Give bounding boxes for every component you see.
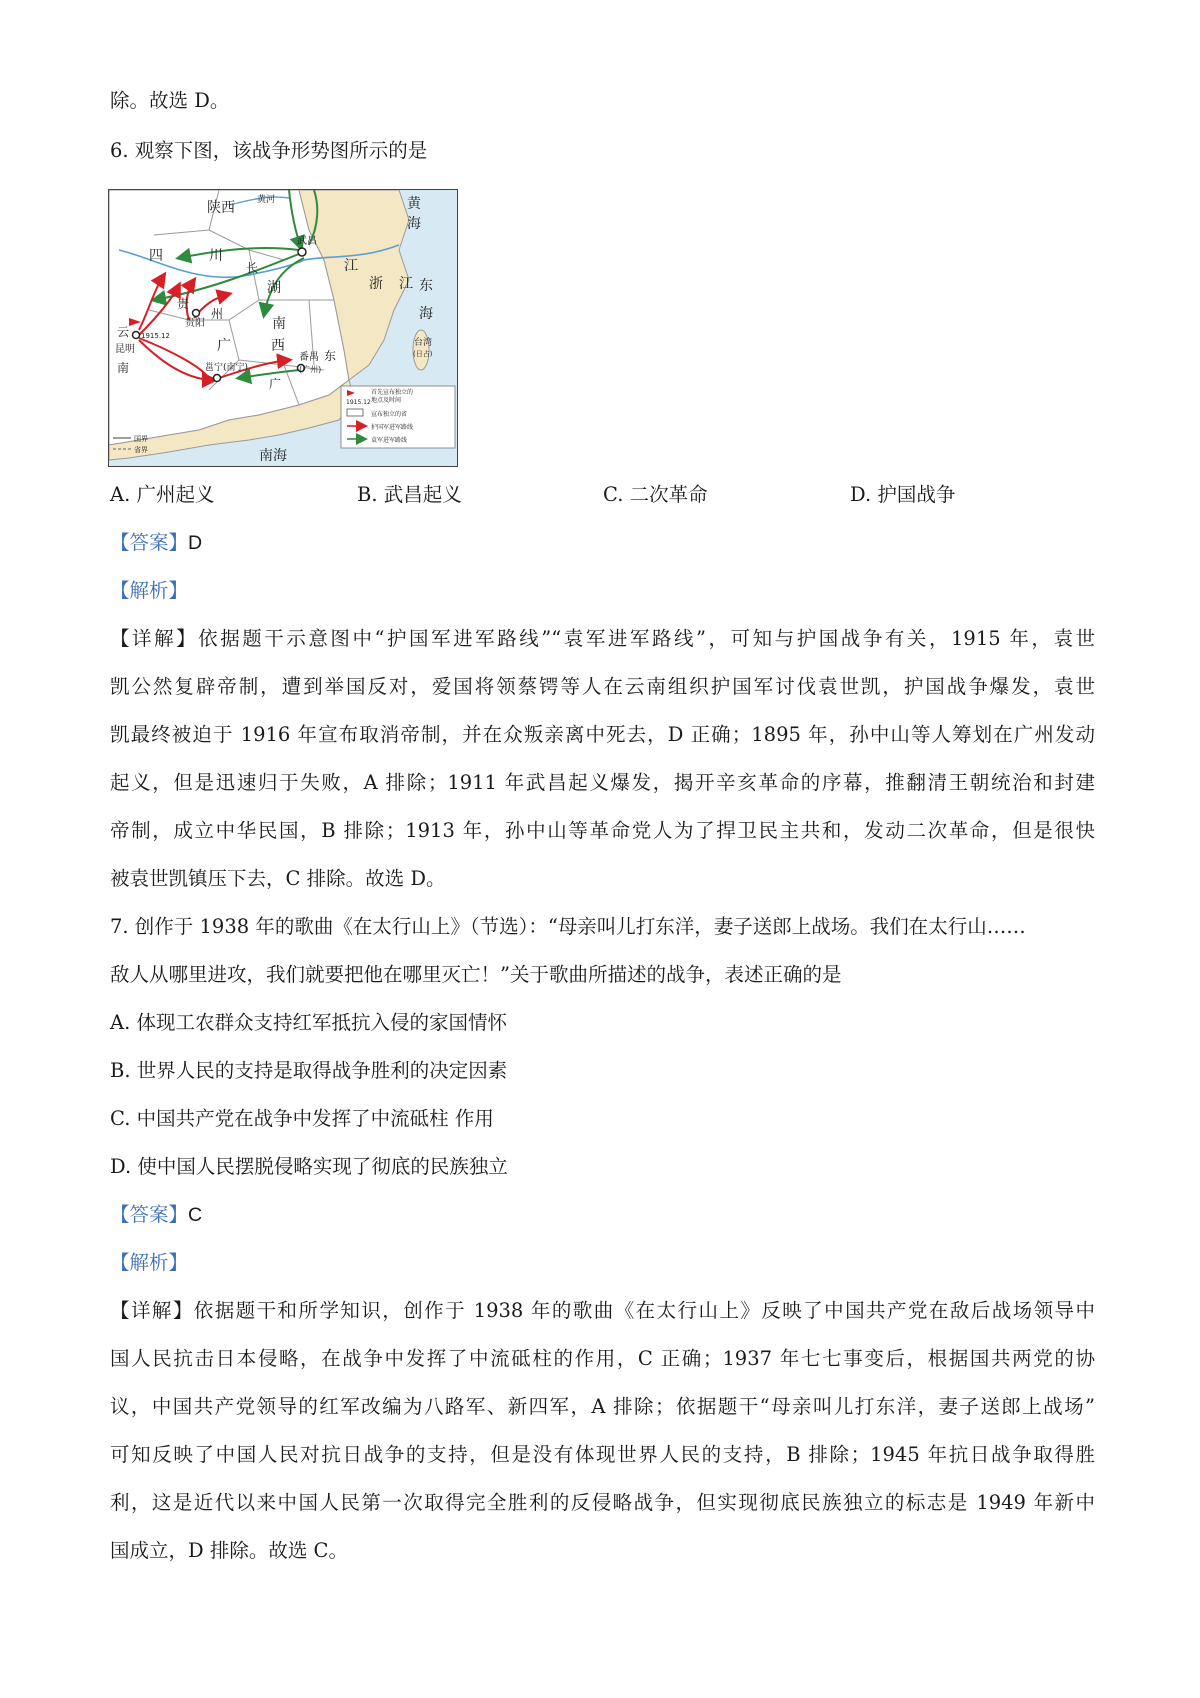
- explanation-line: 凯最终被迫于 1916 年宣布取消帝制，并在众叛亲离中死去，D 正确；1895 年，孙中山等人筹划在广州发动: [110, 723, 1095, 746]
- analysis-tag: 【解析】: [110, 1251, 189, 1274]
- map-label: 云: [117, 325, 130, 339]
- answer-tag: 【答案】: [110, 531, 189, 554]
- map-label: 昆明: [115, 344, 135, 355]
- explanation-line: 【详解】依据题干示意图中“护国军进军路线”“袁军进军路线”，可知与护国战争有关，1915 年，袁世: [110, 627, 1095, 650]
- option-c: C. 二次革命: [603, 483, 708, 506]
- map-label: 南: [117, 361, 130, 375]
- explanation-line: 国人民抗击日本侵略，在战争中发挥了中流砥柱的作用，C 正确；1937 年七七事变后，根据国共两党的协: [110, 1347, 1095, 1370]
- explanation-line: 被袁世凯镇压下去，C 排除。故选 D。: [110, 867, 446, 890]
- map-legend-text: 宣布独立的省: [371, 411, 408, 418]
- explanation-line: 【详解】依据题干和所学知识，创作于 1938 年的歌曲《在太行山上》反映了中国共产党在敌后战场领导中: [110, 1299, 1095, 1322]
- map-label: 海: [419, 306, 433, 322]
- guiyang-marker: [193, 310, 200, 317]
- map-label: 贵阳: [185, 318, 205, 329]
- map-label: 邕宁(南宁): [205, 363, 249, 373]
- map-label: 西: [271, 338, 285, 354]
- map-label: 四: [149, 248, 163, 264]
- explanation-line: 可知反映了中国人民对抗日战争的支持，但是没有体现世界人民的支持，B 排除；1945 年抗日战争取得胜: [110, 1443, 1095, 1466]
- explanation-line: 起义，但是迅速归于失败，A 排除；1911 年武昌起义爆发，揭开辛亥革命的序幕，推翻清王朝统治和封建: [110, 771, 1095, 794]
- map-label: 广: [217, 338, 231, 354]
- kunming-marker: [133, 332, 140, 339]
- question-7-stem: 7. 创作于 1938 年的歌曲《在太行山上》（节选）：“母亲叫儿打东洋，妻子送郎上战场。我们在太行山……: [110, 915, 1026, 938]
- wuchang-marker: [298, 248, 306, 256]
- map-label: 广: [269, 377, 282, 391]
- question-7-stem: 敌人从哪里进攻，我们就要把他在哪里灭亡！”关于歌曲所描述的战争，表述正确的是: [110, 963, 842, 986]
- map-label: 东: [324, 349, 337, 363]
- map-legend-text: 1915.12: [346, 399, 371, 406]
- explanation-line: 帝制，成立中华民国，B 排除；1913 年，孙中山等革命党人为了捍卫民主共和，发动二次革命，但是很快: [110, 819, 1095, 842]
- option-d: D. 护国战争: [850, 483, 956, 506]
- map-label: 1915.12: [141, 332, 170, 340]
- explanation-line: 国成立，D 排除。故选 C。: [110, 1539, 348, 1562]
- map-label: 川: [209, 248, 223, 264]
- map-label: 黄: [407, 196, 421, 212]
- map-legend-text: 首先宣布独立的: [371, 389, 414, 396]
- map-label: 陕西: [207, 200, 235, 216]
- yongning-marker: [214, 375, 221, 382]
- map-label: 浙: [369, 276, 383, 292]
- map-label: 江: [344, 258, 358, 274]
- option-c: C. 中国共产党在战争中发挥了中流砥柱 作用: [110, 1107, 494, 1130]
- map-label: (广州): [299, 365, 322, 374]
- map-legend-text: 地点及时间: [371, 397, 402, 404]
- question-6-stem: 6. 观察下图，该战争形势图所示的是: [110, 139, 428, 162]
- analysis-tag: 【解析】: [110, 579, 189, 602]
- map-legend-text: 省界: [134, 446, 148, 454]
- map-label: 台湾: [414, 338, 433, 348]
- map-legend-text: 护国军进军路线: [371, 424, 414, 431]
- map-label: 海: [407, 216, 421, 232]
- map-legend-text: 国界: [134, 435, 148, 443]
- explanation-line: 利，这是近代以来中国人民第一次取得完全胜利的反侵略战争，但实现彻底民族独立的标志是 1949 年新中: [110, 1491, 1095, 1514]
- explanation-line: 凯公然复辟帝制，遭到举国反对，爱国将领蔡锷等人在云南组织护国军讨伐袁世凯，护国战争爆发，袁世: [110, 675, 1095, 698]
- option-a: A. 广州起义: [110, 483, 215, 506]
- war-situation-map: [108, 189, 458, 467]
- map-label: 东: [419, 278, 433, 294]
- map-label: 湖: [267, 280, 281, 296]
- map-label: 江: [399, 276, 413, 292]
- map-label: 贵: [177, 297, 190, 311]
- map-label: 南: [272, 316, 286, 332]
- map-label: 黄河: [257, 195, 276, 205]
- option-b: B. 世界人民的支持是取得战争胜利的决定因素: [110, 1059, 508, 1082]
- option-b: B. 武昌起义: [357, 483, 462, 506]
- map-label: 长: [246, 261, 259, 275]
- answer-line: [110, 530, 1095, 556]
- map-label: (日占): [413, 350, 433, 358]
- answer-value: C: [188, 1204, 203, 1226]
- option-a: A. 体现工农群众支持红军抵抗入侵的家国情怀: [110, 1011, 507, 1034]
- map-label: 南海: [259, 448, 287, 464]
- answer-tag: 【答案】: [110, 1203, 189, 1226]
- map-legend: [341, 386, 455, 448]
- answer-value: D: [188, 532, 203, 554]
- map-label: 州: [211, 307, 224, 321]
- answer-line: [110, 1202, 1095, 1228]
- option-d: D. 使中国人民摆脱侵略实现了彻底的民族独立: [110, 1155, 508, 1178]
- explanation-line: 议，中国共产党领导的红军改编为八路军、新四军，A 排除；依据题干“母亲叫儿打东洋，妻子送郎上战场”: [110, 1395, 1095, 1418]
- map-label: 武昌: [297, 236, 317, 247]
- text-line: 除。故选 D。: [110, 89, 230, 112]
- map-label: 番禺: [299, 352, 319, 363]
- map-legend-text: 袁军进军路线: [371, 437, 408, 444]
